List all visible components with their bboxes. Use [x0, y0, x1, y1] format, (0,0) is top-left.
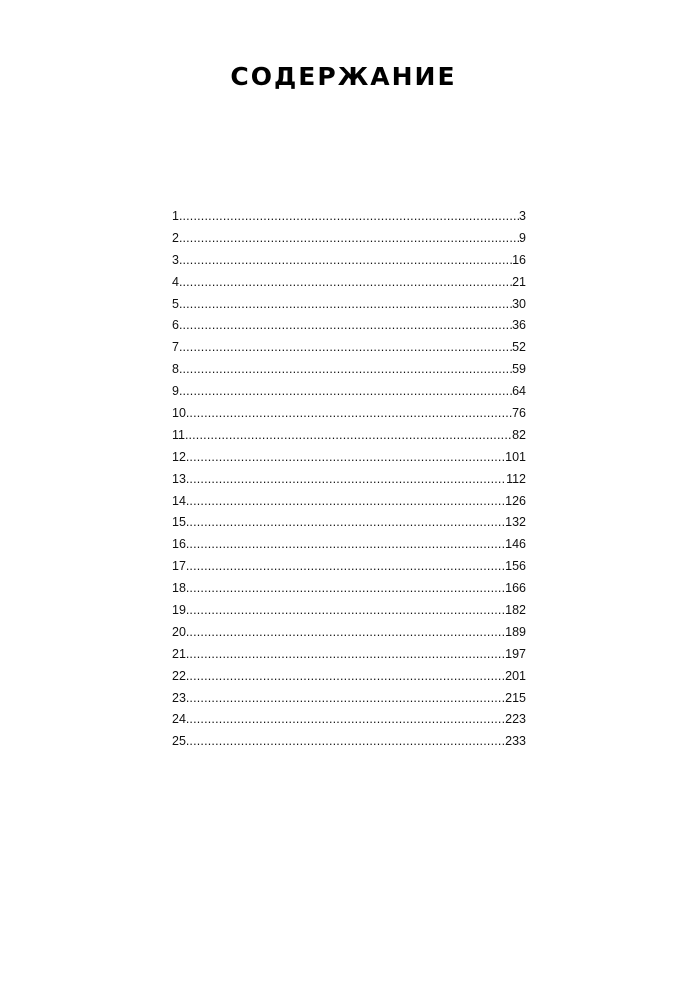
toc-entry-number: 15. [172, 515, 190, 530]
toc-entry[interactable] [172, 250, 526, 272]
toc-leader-dots [189, 666, 505, 688]
toc-entry-page: 52 [512, 340, 526, 355]
toc-entry-page: 36 [512, 318, 526, 333]
toc-entry-number: 12. [172, 449, 190, 464]
toc-entry-number: 1. [172, 209, 183, 223]
toc-entry[interactable] [172, 228, 526, 250]
page-title: СОДЕРЖАНИЕ [230, 62, 457, 91]
toc-leader-dots [182, 228, 519, 250]
toc-leader-dots [182, 294, 512, 316]
toc-leader-dots [189, 688, 505, 710]
toc-leader-dots [182, 272, 512, 294]
toc-entry-number: 7. [172, 340, 183, 355]
toc-leader-dots [189, 534, 505, 556]
toc-leader-dots [189, 600, 505, 622]
toc-entry[interactable] [172, 709, 526, 731]
toc-entry[interactable] [172, 337, 526, 359]
toc-entry-page: 82 [512, 427, 526, 442]
toc-entry-number: 5. [172, 296, 183, 311]
toc-entry-number: 20. [172, 624, 190, 639]
toc-entry-number: 2. [172, 230, 183, 245]
toc-entry-number: 25. [172, 734, 190, 749]
toc-entry[interactable] [172, 556, 526, 578]
toc-entry-number: 4. [172, 274, 183, 289]
toc-entry-page: 215 [505, 690, 526, 705]
toc-entry-number: 10. [172, 406, 190, 421]
toc-entry-page: 166 [505, 581, 526, 596]
toc-leader-dots [189, 622, 505, 644]
toc-entry-page: 233 [505, 734, 526, 749]
toc-entry-page: 132 [505, 515, 526, 530]
toc-entry[interactable] [172, 206, 526, 228]
toc-entry-page: 201 [505, 668, 526, 683]
toc-entry-number: 19. [172, 603, 190, 618]
toc-entry[interactable] [172, 272, 526, 294]
toc-leader-dots [182, 337, 512, 359]
toc-entry[interactable] [172, 381, 526, 403]
toc-entry-number: 6. [172, 318, 183, 333]
toc-leader-dots [189, 469, 506, 491]
toc-entry-number: 13. [172, 471, 190, 486]
toc-entry-page: 76 [512, 406, 526, 421]
toc-entry-number: 18. [172, 581, 190, 596]
toc-entry-number: 3. [172, 252, 183, 267]
toc-entry-page: 64 [512, 384, 526, 399]
toc-entry-page: 101 [505, 449, 526, 464]
toc-entry[interactable] [172, 666, 526, 688]
toc-leader-dots [189, 578, 505, 600]
toc-entry-number: 22. [172, 668, 190, 683]
toc-leader-dots [189, 512, 505, 534]
toc-entry[interactable] [172, 512, 526, 534]
toc-entry-page: 156 [505, 559, 526, 574]
toc-entry[interactable] [172, 622, 526, 644]
toc-leader-dots [189, 403, 512, 425]
toc-entry[interactable] [172, 731, 526, 753]
toc-leader-dots [188, 425, 512, 447]
toc-entry-number: 17. [172, 559, 190, 574]
toc-entry-page: 223 [505, 712, 526, 727]
toc-leader-dots [189, 644, 505, 666]
toc-leader-dots [182, 315, 512, 337]
toc-entry[interactable] [172, 688, 526, 710]
toc-entry-number: 8. [172, 362, 183, 377]
toc-leader-dots [182, 381, 512, 403]
toc-entry-number: 11. [172, 427, 189, 442]
toc-entry-page: 59 [512, 362, 526, 377]
toc-leader-dots [189, 709, 505, 731]
toc-entry[interactable] [172, 294, 526, 316]
table-of-contents [172, 206, 526, 753]
toc-entry[interactable] [172, 600, 526, 622]
toc-entry[interactable] [172, 578, 526, 600]
toc-entry-page: 21 [512, 274, 526, 289]
toc-leader-dots [182, 206, 519, 228]
toc-entry-page: 126 [505, 493, 526, 508]
toc-entry[interactable] [172, 491, 526, 513]
toc-entry-number: 14. [172, 493, 190, 508]
toc-leader-dots [182, 359, 512, 381]
toc-entry-page: 189 [505, 624, 526, 639]
toc-entry[interactable] [172, 359, 526, 381]
toc-entry-page: 9 [519, 230, 526, 245]
toc-entry-page: 3 [519, 209, 526, 223]
toc-entry[interactable] [172, 644, 526, 666]
toc-leader-dots [189, 447, 505, 469]
toc-entry-page: 16 [512, 252, 526, 267]
toc-entry[interactable] [172, 315, 526, 337]
toc-entry-number: 21. [172, 646, 190, 661]
toc-leader-dots [189, 491, 505, 513]
toc-entry-number: 16. [172, 537, 190, 552]
toc-entry-page: 182 [505, 603, 526, 618]
toc-entry-number: 9. [172, 384, 183, 399]
toc-entry-number: 24. [172, 712, 190, 727]
toc-entry[interactable] [172, 425, 526, 447]
toc-leader-dots [182, 250, 512, 272]
toc-entry-number: 23. [172, 690, 190, 705]
toc-entry[interactable] [172, 534, 526, 556]
toc-entry[interactable] [172, 447, 526, 469]
toc-entry-page: 146 [505, 537, 526, 552]
toc-entry-page: 30 [512, 296, 526, 311]
toc-entry[interactable] [172, 403, 526, 425]
toc-leader-dots [189, 556, 505, 578]
toc-entry-page: 197 [505, 646, 526, 661]
toc-leader-dots [189, 731, 505, 753]
toc-entry[interactable] [172, 469, 526, 491]
toc-entry-page: 112 [506, 471, 526, 486]
